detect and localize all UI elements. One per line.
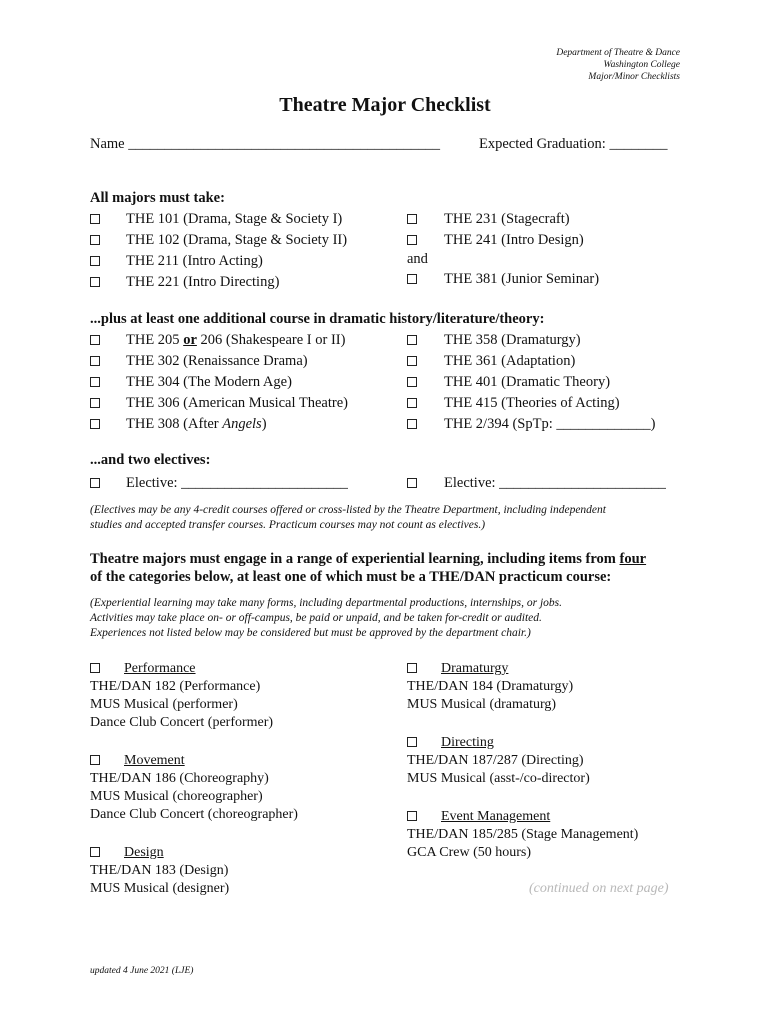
experiential-note: Experiences not listed below may be considered but must be approved by the department chair.): [90, 627, 531, 639]
category-title: [90, 844, 229, 862]
checkbox[interactable]: [407, 419, 417, 429]
checkbox[interactable]: [90, 356, 100, 366]
elective-item: [407, 475, 666, 492]
course-label: THE 231 (Stagecraft): [444, 211, 570, 227]
checkbox[interactable]: [90, 256, 100, 266]
checkbox[interactable]: [407, 478, 417, 488]
checklist-item: [90, 253, 263, 270]
checklist-item: [90, 332, 346, 349]
course-label: THE 302 (Renaissance Drama): [126, 353, 308, 369]
electives-note: studies and accepted transfer courses. Practicum courses may not count as electives.): [90, 519, 486, 531]
checkbox[interactable]: [90, 755, 100, 765]
checkbox[interactable]: [90, 398, 100, 408]
category-item: MUS Musical (asst-/co-director): [407, 771, 590, 786]
graduation-field[interactable]: Expected Graduation: ________: [479, 136, 668, 152]
checkbox[interactable]: [407, 377, 417, 387]
category-title: [407, 734, 590, 752]
checkbox[interactable]: [90, 847, 100, 857]
category-title-text: Dramaturgy: [441, 661, 509, 676]
checkbox[interactable]: [407, 663, 417, 673]
category-title: [407, 660, 573, 678]
name-field[interactable]: Name ___________________________________________: [90, 136, 440, 152]
checklist-item: [90, 211, 343, 228]
checklist-item: [407, 416, 656, 433]
checkbox[interactable]: [90, 277, 100, 287]
category-title-text: Event Management: [441, 809, 551, 824]
checkbox[interactable]: [407, 811, 417, 821]
checkbox[interactable]: [90, 478, 100, 488]
category-item: MUS Musical (dramaturg): [407, 697, 557, 712]
checklist-item: [407, 211, 570, 228]
course-label: THE 102 (Drama, Stage & Society II): [126, 232, 348, 248]
section1-heading: All majors must take:: [90, 190, 225, 206]
experiential-note: Activities may take place on- or off-campus, be paid or unpaid, and be taken for-credit or audited.: [90, 612, 542, 624]
checkbox[interactable]: [407, 274, 417, 284]
checkbox[interactable]: [90, 663, 100, 673]
course-label: THE 211 (Intro Acting): [126, 253, 263, 269]
course-label: THE 401 (Dramatic Theory): [444, 374, 611, 390]
section2-heading: ...plus at least one additional course in dramatic history/literature/theory:: [90, 311, 545, 327]
category-item: THE/DAN 187/287 (Directing): [407, 753, 584, 768]
course-code: THE 308 (After: [126, 416, 223, 432]
category-item: Dance Club Concert (performer): [90, 715, 274, 730]
checkbox[interactable]: [407, 737, 417, 747]
category-directing: [407, 734, 590, 788]
checkbox[interactable]: [407, 398, 417, 408]
header-college: Washington College: [603, 60, 680, 70]
checkbox[interactable]: [407, 356, 417, 366]
course-label: [126, 416, 267, 433]
checklist-item: [407, 395, 620, 412]
elective-item: [90, 475, 348, 492]
category-item: THE/DAN 183 (Design): [90, 863, 229, 878]
checkbox[interactable]: [407, 335, 417, 345]
checkbox[interactable]: [90, 419, 100, 429]
heading-emphasis: four: [619, 551, 647, 567]
category-item: MUS Musical (designer): [90, 881, 230, 896]
continued-note: (continued on next page): [529, 881, 669, 896]
checklist-item: [90, 374, 292, 391]
checklist-item: [90, 395, 348, 412]
category-item: THE/DAN 184 (Dramaturgy): [407, 679, 574, 694]
category-item: Dance Club Concert (choreographer): [90, 807, 298, 822]
or-emphasis: or: [183, 332, 197, 348]
checkbox[interactable]: [407, 235, 417, 245]
checklist-item: [407, 232, 584, 249]
checklist-item: [90, 232, 348, 249]
course-label: THE 2/394 (SpTp: _____________): [444, 416, 656, 432]
and-label: and: [407, 251, 428, 267]
checklist-item: [407, 374, 611, 391]
checkbox[interactable]: [90, 377, 100, 387]
category-title: [407, 808, 638, 826]
course-label: THE 101 (Drama, Stage & Society I): [126, 211, 343, 227]
checkbox[interactable]: [90, 214, 100, 224]
category-dramaturgy: [407, 660, 573, 714]
checklist-item: [90, 353, 308, 370]
course-italic: Angels: [222, 416, 262, 432]
course-label: THE 241 (Intro Design): [444, 232, 584, 248]
checklist-item: [407, 353, 576, 370]
checklist-item: [90, 416, 267, 433]
course-label: THE 361 (Adaptation): [444, 353, 576, 369]
checklist-item: [407, 271, 600, 288]
course-rest: 206 (Shakespeare I or II): [196, 332, 346, 348]
course-label: THE 221 (Intro Directing): [126, 274, 280, 290]
heading-text: Theatre majors must engage in a range of experiential learning, including items from: [90, 551, 620, 567]
category-performance: [90, 660, 273, 732]
experiential-note: (Experiential learning may take many forms, including departmental productions, internships, or jobs.: [90, 597, 562, 609]
category-design: [90, 844, 229, 898]
course-label: [126, 332, 345, 349]
checkbox[interactable]: [90, 335, 100, 345]
course-label: THE 415 (Theories of Acting): [444, 395, 620, 411]
category-item: MUS Musical (choreographer): [90, 789, 263, 804]
category-item: THE/DAN 185/285 (Stage Management): [407, 827, 639, 842]
category-title-text: Movement: [124, 753, 185, 768]
electives-note: (Electives may be any 4-credit courses offered or cross-listed by the Theatre Department, including independent: [90, 504, 606, 516]
category-title: [90, 660, 273, 678]
course-label: THE 358 (Dramaturgy): [444, 332, 581, 348]
course-end: ): [261, 416, 267, 432]
page-title: Theatre Major Checklist: [279, 94, 491, 116]
header-checklists: Major/Minor Checklists: [588, 72, 680, 82]
section3-heading: ...and two electives:: [90, 452, 211, 468]
category-item: GCA Crew (50 hours): [407, 845, 532, 860]
footer-updated: updated 4 June 2021 (LJE): [90, 966, 194, 976]
experiential-heading: of the categories below, at least one of which must be a THE/DAN practicum course:: [90, 569, 612, 585]
elective-label: Elective: _______________________: [126, 475, 348, 491]
course-label: THE 306 (American Musical Theatre): [126, 395, 348, 411]
checklist-item: [90, 274, 280, 291]
category-title-text: Directing: [441, 735, 494, 750]
course-label: THE 304 (The Modern Age): [126, 374, 292, 390]
course-label: THE 381 (Junior Seminar): [444, 271, 600, 287]
header-department: Department of Theatre & Dance: [556, 48, 680, 58]
category-title: [90, 752, 298, 770]
category-movement: [90, 752, 298, 824]
category-event-management: [407, 808, 638, 862]
category-item: THE/DAN 182 (Performance): [90, 679, 261, 694]
category-item: MUS Musical (performer): [90, 697, 238, 712]
category-item: THE/DAN 186 (Choreography): [90, 771, 269, 786]
elective-label: Elective: _______________________: [444, 475, 666, 491]
checkbox[interactable]: [90, 235, 100, 245]
checkbox[interactable]: [407, 214, 417, 224]
course-code: THE 205: [126, 332, 184, 348]
experiential-heading: [90, 551, 646, 568]
category-title-text: Performance: [124, 661, 196, 676]
category-title-text: Design: [124, 845, 164, 860]
checklist-item: [407, 332, 581, 349]
